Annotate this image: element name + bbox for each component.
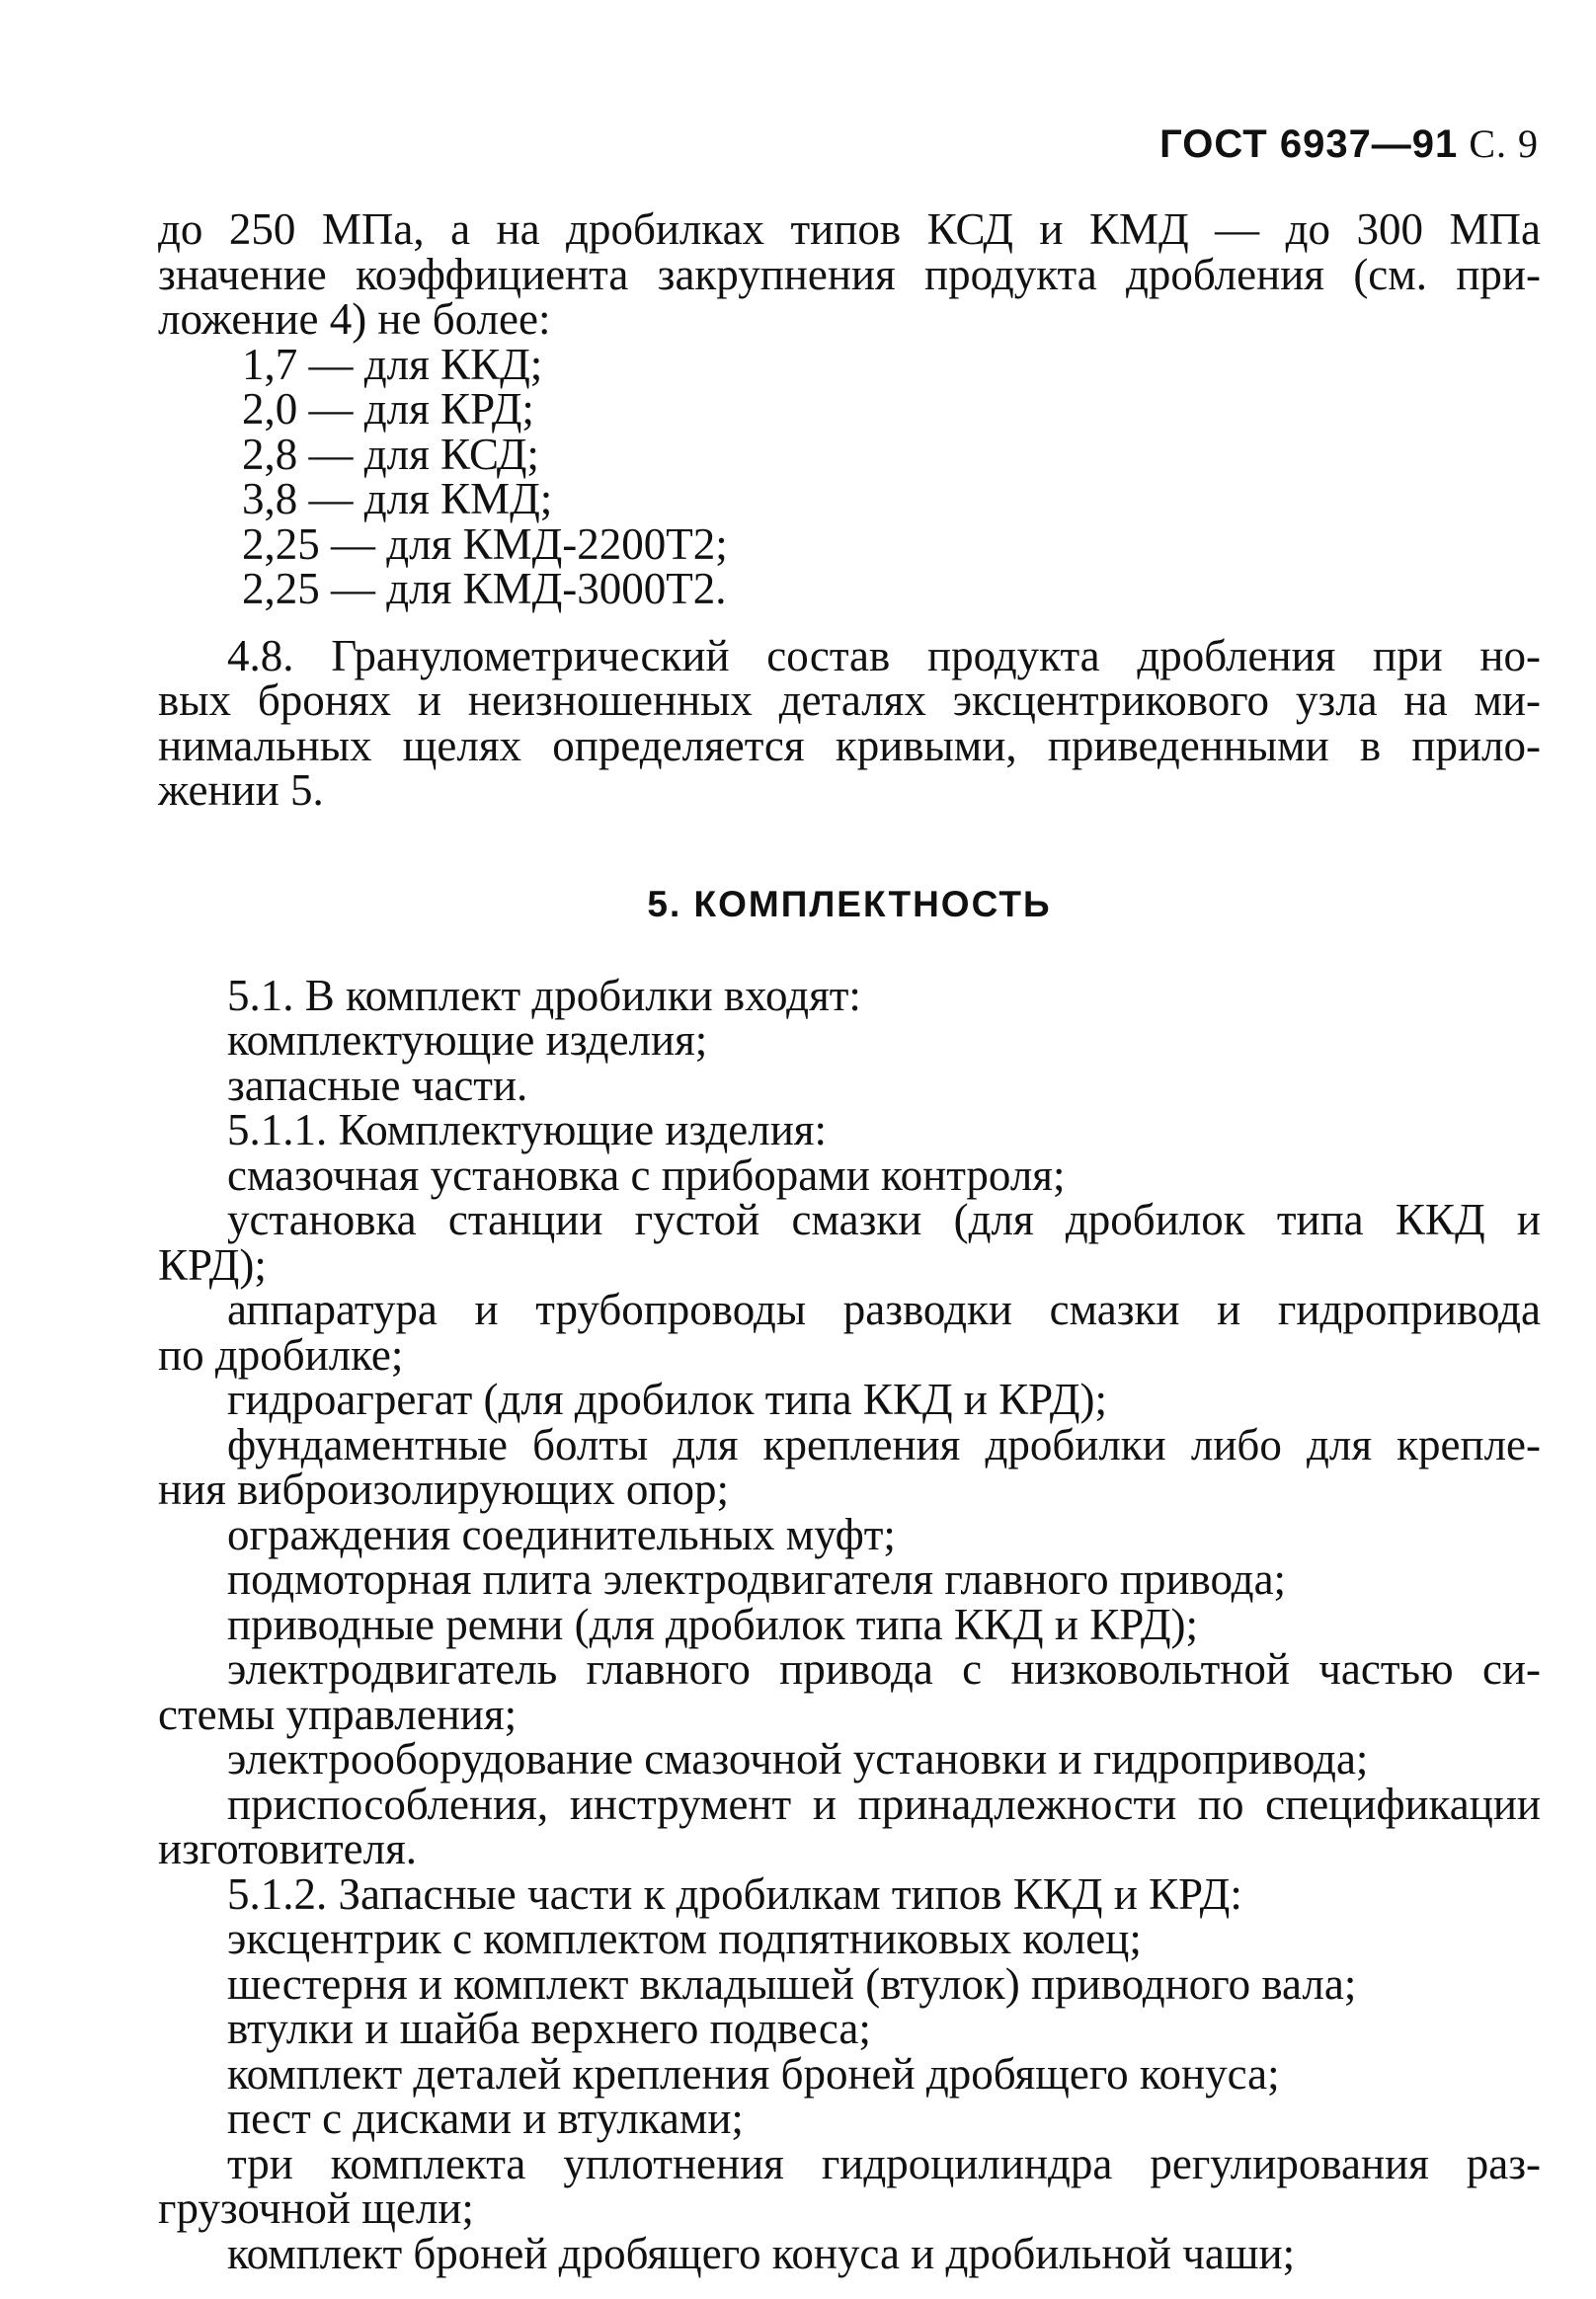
list-item: комплект деталей крепления броней дробящего конуса; bbox=[227, 2048, 1280, 2099]
list-item-continuation: изготовителя. bbox=[158, 1824, 418, 1873]
text-line: нимальных щелях определяется кривыми, приведенными в прило- bbox=[158, 720, 1541, 770]
list-item: приводные ремни (для дробилок типа ККД и КРД); bbox=[227, 1599, 1199, 1649]
intro-paragraph bbox=[158, 204, 1541, 344]
list-item: подмоторная плита электродвигателя главного привода; bbox=[227, 1554, 1287, 1604]
section-heading: 5. КОМПЛЕКТНОСТЬ bbox=[647, 883, 1052, 924]
list-item-continuation: КРД); bbox=[158, 1239, 267, 1290]
paragraph-4-8 bbox=[158, 630, 1541, 815]
list-item-continuation: по дробилке; bbox=[158, 1329, 404, 1380]
list-item: шестерня и комплект вкладышей (втулок) приводного вала; bbox=[227, 1958, 1357, 2009]
paragraph-5-1 bbox=[158, 970, 1541, 1154]
list-item: смазочная установка с приборами контроля; bbox=[227, 1150, 1066, 1200]
text-line: до 250 МПа, а на дробилках типов КСД и КМД — до 300 МПа bbox=[158, 204, 1541, 254]
list-item: ограждения соединительных муфт; bbox=[227, 1509, 896, 1559]
list-item: 2,25 — для КМД-2200Т2; bbox=[242, 518, 728, 569]
page-header bbox=[1159, 122, 1539, 166]
page-number: С. 9 bbox=[1469, 121, 1539, 166]
list-item: комплект броней дробящего конуса и дробильной чаши; bbox=[227, 2228, 1296, 2278]
text-line: 4.8. Гранулометрический состав продукта дробления при но- bbox=[227, 630, 1541, 680]
list-item: гидроагрегат (для дробилок типа ККД и КРД); bbox=[227, 1375, 1107, 1424]
list-item: запасные части. bbox=[227, 1060, 528, 1110]
list-item: три комплекта уплотнения гидроцилиндра регулирования раз- bbox=[227, 2138, 1541, 2188]
paragraph-heading: 5.1. В комплект дробилки входят: bbox=[227, 970, 861, 1020]
list-item: эксцентрик с комплектом подпятниковых колец; bbox=[227, 1914, 1142, 1963]
paragraph-heading: 5.1.2. Запасные части к дробилкам типов ККД и КРД: bbox=[227, 1868, 1242, 1919]
paragraph-heading: 5.1.1. Комплектующие изделия: bbox=[227, 1105, 827, 1154]
list-item: аппаратура и трубопроводы разводки смазки и гидропривода bbox=[227, 1285, 1541, 1334]
spare-parts-list bbox=[158, 1868, 1541, 2278]
list-item-continuation: грузочной щели; bbox=[158, 2183, 474, 2233]
list-item: 2,25 — для КМД-3000Т2. bbox=[242, 564, 727, 613]
text-line: вых бронях и неизношенных деталях эксцентрикового узла на ми- bbox=[158, 675, 1541, 725]
coefficient-list bbox=[158, 339, 1541, 613]
list-item-continuation: стемы управления; bbox=[158, 1689, 518, 1739]
text-line: жении 5. bbox=[158, 765, 324, 815]
list-item: электродвигатель главного привода с низковольтной частью си- bbox=[227, 1644, 1541, 1694]
components-list bbox=[158, 1150, 1541, 1873]
list-item: установка станции густой смазки (для дробилок типа ККД и bbox=[227, 1195, 1541, 1244]
list-item: 3,8 — для КМД; bbox=[242, 474, 553, 523]
list-item: 2,0 — для КРД; bbox=[242, 384, 534, 434]
list-item: фундаментные болты для крепления дробилки либо для крепле- bbox=[227, 1419, 1541, 1469]
list-item-continuation: ния виброизолирующих опор; bbox=[158, 1465, 729, 1514]
list-item: комплектующие изделия; bbox=[227, 1015, 708, 1065]
list-item: втулки и шайба верхнего подвеса; bbox=[227, 2004, 871, 2053]
list-item: электрооборудование смазочной установки и гидропривода; bbox=[227, 1734, 1369, 1784]
list-item: приспособления, инструмент и принадлежности по спецификации bbox=[227, 1779, 1541, 1829]
list-item: 1,7 — для ККД; bbox=[242, 339, 543, 389]
text-line: значение коэффициента закрупнения продукта дробления (см. при- bbox=[158, 249, 1541, 299]
text-line: ложение 4) не более: bbox=[158, 294, 551, 344]
list-item: пест с дисками и втулками; bbox=[227, 2094, 744, 2143]
standard-number: ГОСТ 6937—91 bbox=[1159, 122, 1459, 166]
document-body bbox=[158, 204, 1541, 2278]
list-item: 2,8 — для КСД; bbox=[242, 429, 539, 479]
